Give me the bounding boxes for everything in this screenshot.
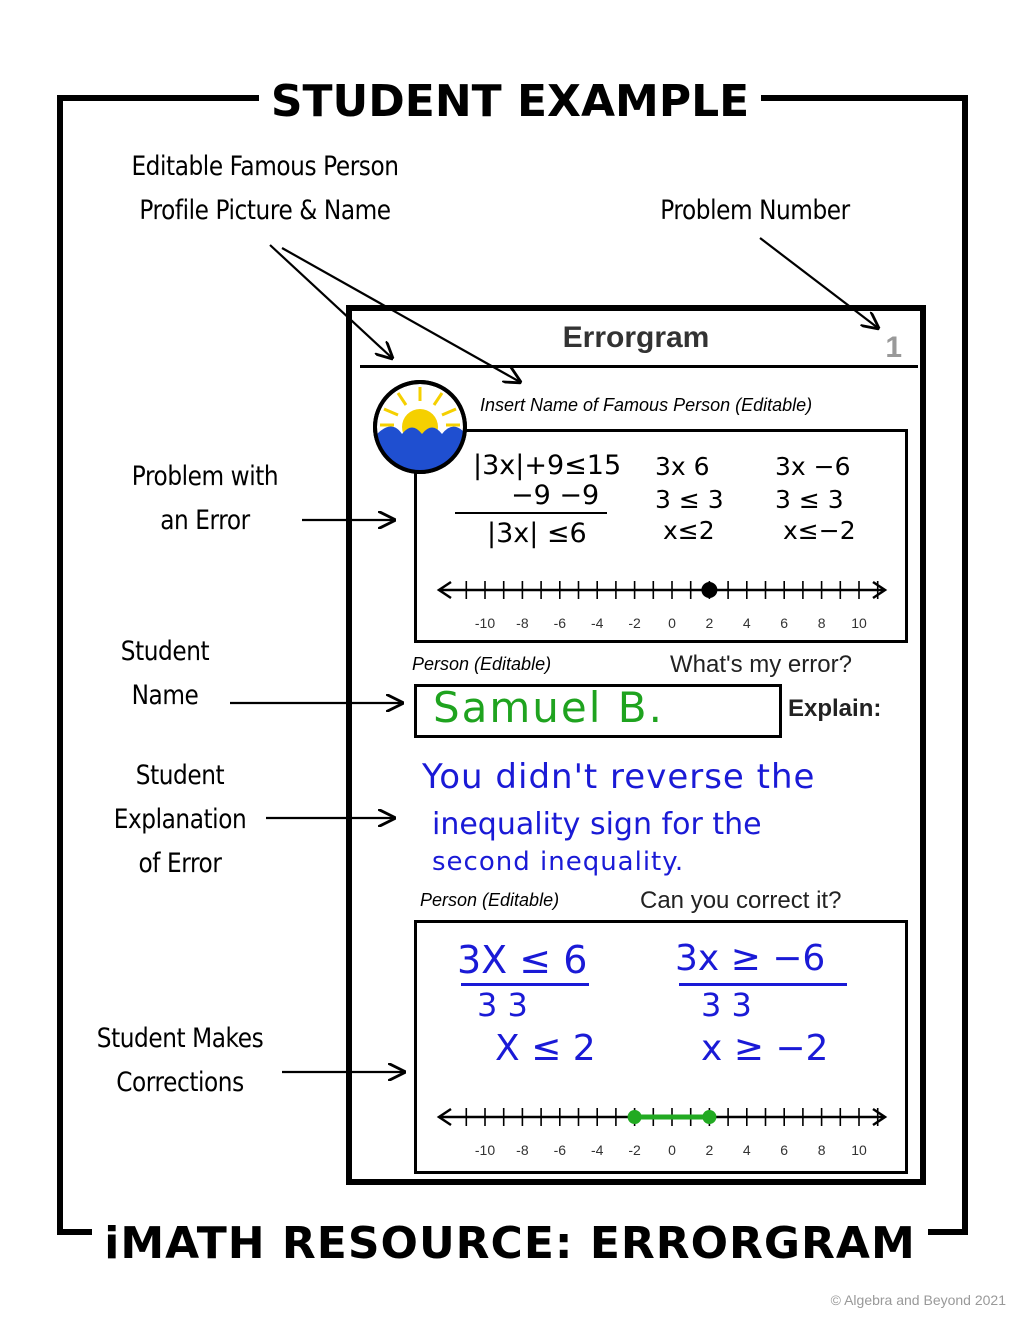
case1-numerator: 3x 6: [655, 452, 710, 481]
tick-label: 6: [780, 1142, 789, 1158]
annotation-problem-error: Problem with an Error: [131, 461, 279, 536]
annotation-profile: Editable Famous Person Profile Picture & Name: [131, 151, 399, 226]
header-title: STUDENT EXAMPLE: [0, 80, 1020, 124]
annotation-problem-number: Problem Number: [660, 195, 850, 226]
tick-label: -8: [516, 1142, 529, 1158]
tick-label: -4: [590, 615, 604, 631]
tick-label: 0: [668, 615, 676, 631]
card-title: Errorgram: [562, 321, 710, 354]
step1-line2: −9 −9: [511, 480, 600, 511]
case2-denominator: 3 ≤ 3: [775, 485, 844, 514]
correction-case1-numerator: 3X ≤ 6: [457, 938, 588, 982]
prompt-whats-my-error: What's my error?: [670, 651, 852, 678]
copyright: © Algebra and Beyond 2021: [830, 1292, 1006, 1308]
explanation-line-2: inequality sign for the: [432, 807, 762, 842]
prompt-can-you-correct: Can you correct it?: [640, 887, 842, 914]
tick-label: -10: [474, 615, 496, 631]
famous-person-name[interactable]: Insert Name of Famous Person (Editable): [480, 395, 813, 415]
tick-label: 10: [851, 1142, 867, 1158]
correction-case1-result: X ≤ 2: [495, 1028, 596, 1069]
arrow-profile-name: [282, 248, 520, 382]
problem-number: 1: [885, 331, 902, 364]
explanation-line-3: second inequality.: [432, 847, 685, 877]
arrow-problem-number: [760, 238, 878, 328]
correction-case2-result: x ≥ −2: [701, 1028, 829, 1069]
tick-label: 8: [817, 615, 826, 631]
tick-label: 2: [705, 1142, 714, 1158]
tick-label: -6: [553, 615, 567, 631]
tick-label: 6: [780, 615, 789, 631]
correction-case1-denominator: 3 3: [477, 986, 528, 1024]
tick-label: 10: [851, 615, 867, 631]
annotation-student-name: Student Name: [120, 636, 210, 711]
tick-label: 8: [817, 1142, 826, 1158]
tick-label: 2: [705, 615, 714, 631]
annotation-explanation: Student Explanation of Error: [113, 760, 247, 879]
tick-label: -8: [516, 615, 529, 631]
case1-denominator: 3 ≤ 3: [655, 485, 724, 514]
person-label-2[interactable]: Person (Editable): [420, 890, 560, 910]
tick-label: 4: [742, 1142, 751, 1158]
student-name: Samuel B.: [433, 683, 664, 732]
explanation-line-1: You didn't reverse the: [422, 757, 816, 797]
case2-result: x≤−2: [783, 516, 856, 545]
annotation-corrections: Student Makes Corrections: [96, 1023, 264, 1098]
tick-label: -4: [590, 1142, 604, 1158]
tick-label: -2: [628, 615, 641, 631]
explain-label: Explain:: [788, 695, 882, 722]
tick-label: -10: [474, 1142, 496, 1158]
tick-label: -6: [553, 1142, 567, 1158]
step1-line1: |3x|+9≤15: [473, 450, 622, 481]
person-label-1[interactable]: Person (Editable): [412, 654, 552, 674]
arrow-profile-picture: [270, 245, 392, 358]
step1-line3: |3x| ≤6: [487, 518, 587, 549]
correction-case2-denominator: 3 3: [701, 986, 752, 1024]
tick-label: -2: [628, 1142, 641, 1158]
case1-result: x≤2: [663, 516, 715, 545]
tick-label: 4: [742, 615, 751, 631]
case2-numerator: 3x −6: [775, 452, 851, 481]
correction-case2-numerator: 3x ≥ −6: [675, 938, 826, 979]
footer-title: iMATH RESOURCE: ERRORGRAM: [0, 1222, 1020, 1266]
tick-label: 0: [668, 1142, 676, 1158]
